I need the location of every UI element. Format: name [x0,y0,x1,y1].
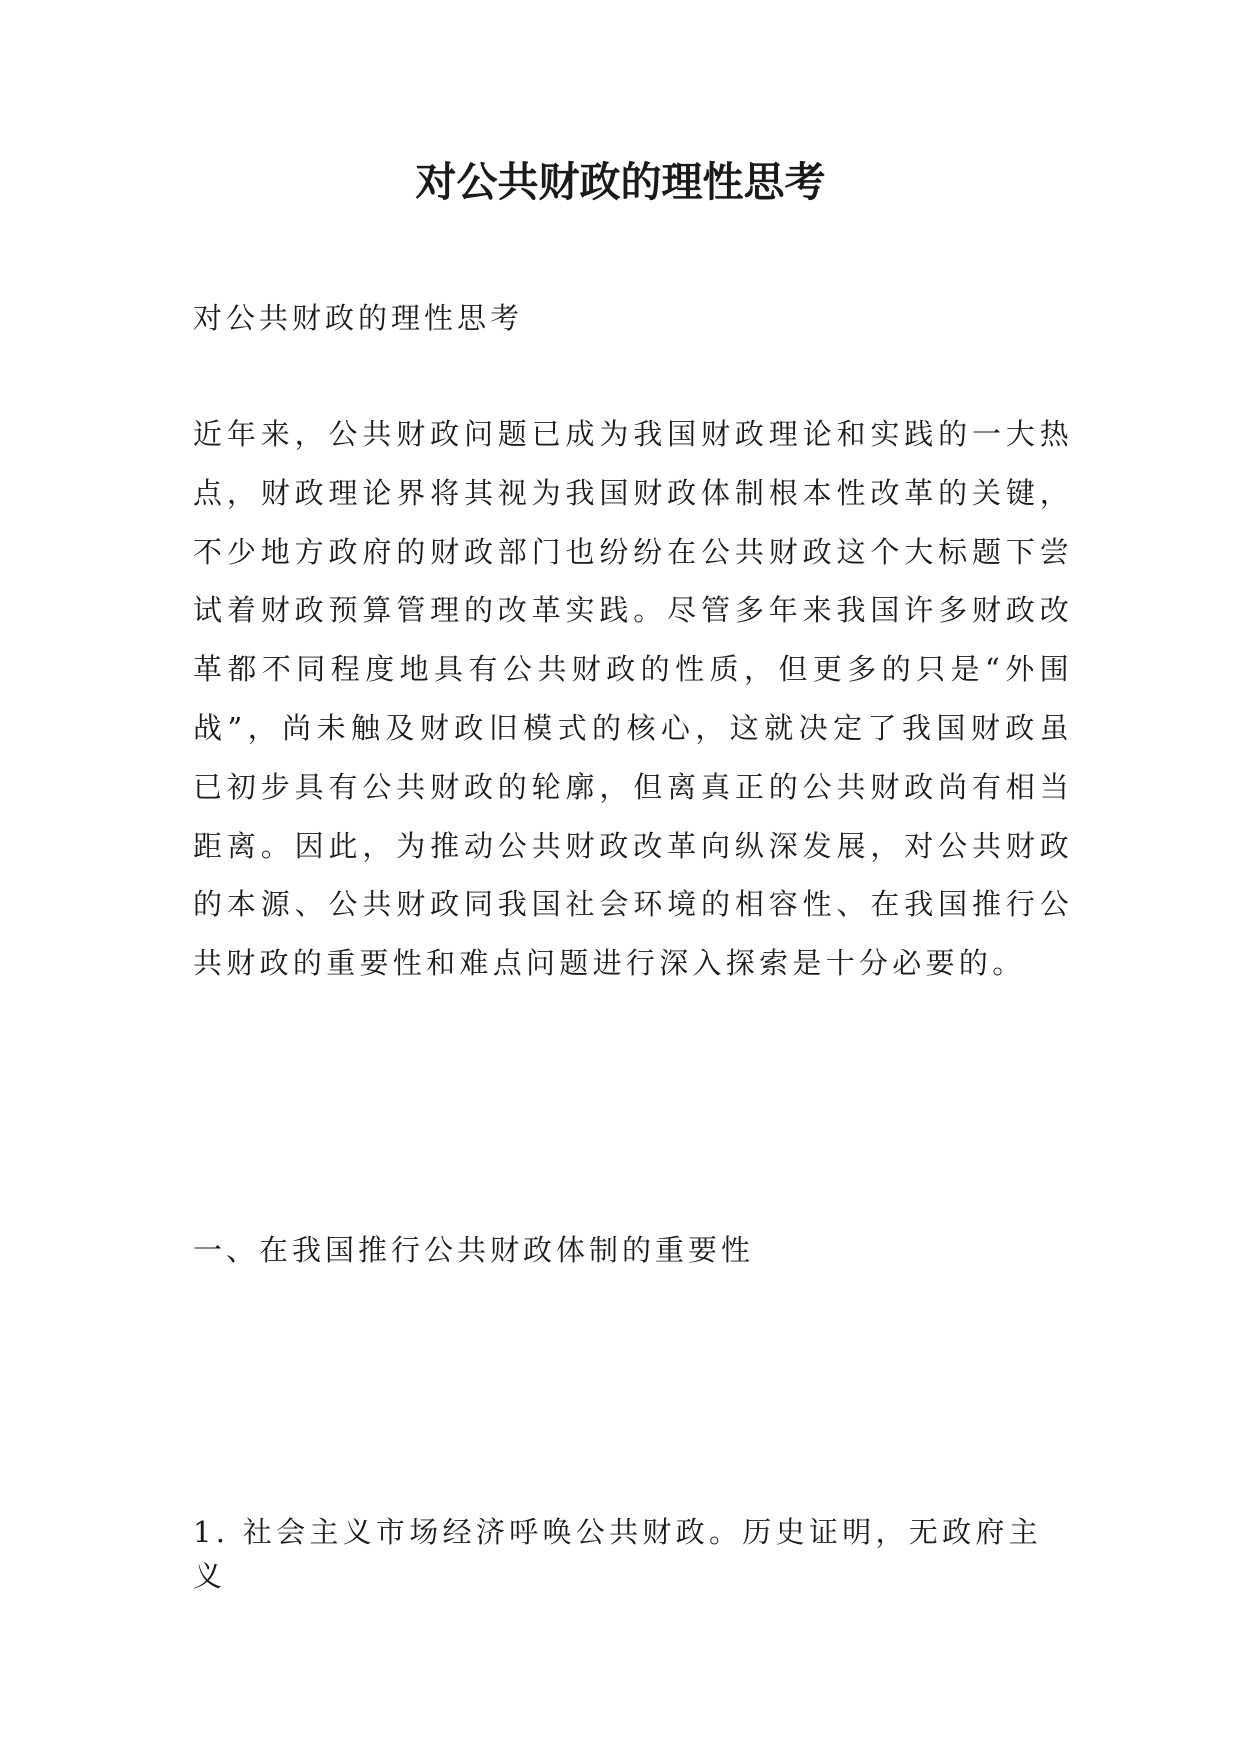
document-subtitle: 对公共财政的理性思考 [193,301,524,335]
intro-paragraph: 近年来，公共财政问题已成为我国财政理论和实践的一大热点，财政理论界将其视为我国财政体制根本性改革的关键，不少地方政府的财政部门也纷纷在公共财政这个大标题下尝试着财政预算管理的改革实践。尽管多年来我国许多财政改革都不同程度地具有公共财政的性质，但更多的只是“外围战”，尚未触及财政旧模式的核心，这就决定了我国财政虽已初步具有公共财政的轮廓，但离真正的公共财政尚有相当距离。因此，为推动公共财政改革向纵深发展，对公共财政的本源、公共财政同我国社会环境的相容性、在我国推行公共财政的重要性和难点问题进行深入探索是十分必要的。 [193,417,1073,981]
numbered-paragraph: 1. 社会主义市场经济呼唤公共财政。历史证明，无政府主义 [193,1515,1042,1593]
section-heading: 一、在我国推行公共财政体制的重要性 [193,1233,755,1267]
document-title: 对公共财政的理性思考 [415,158,826,206]
